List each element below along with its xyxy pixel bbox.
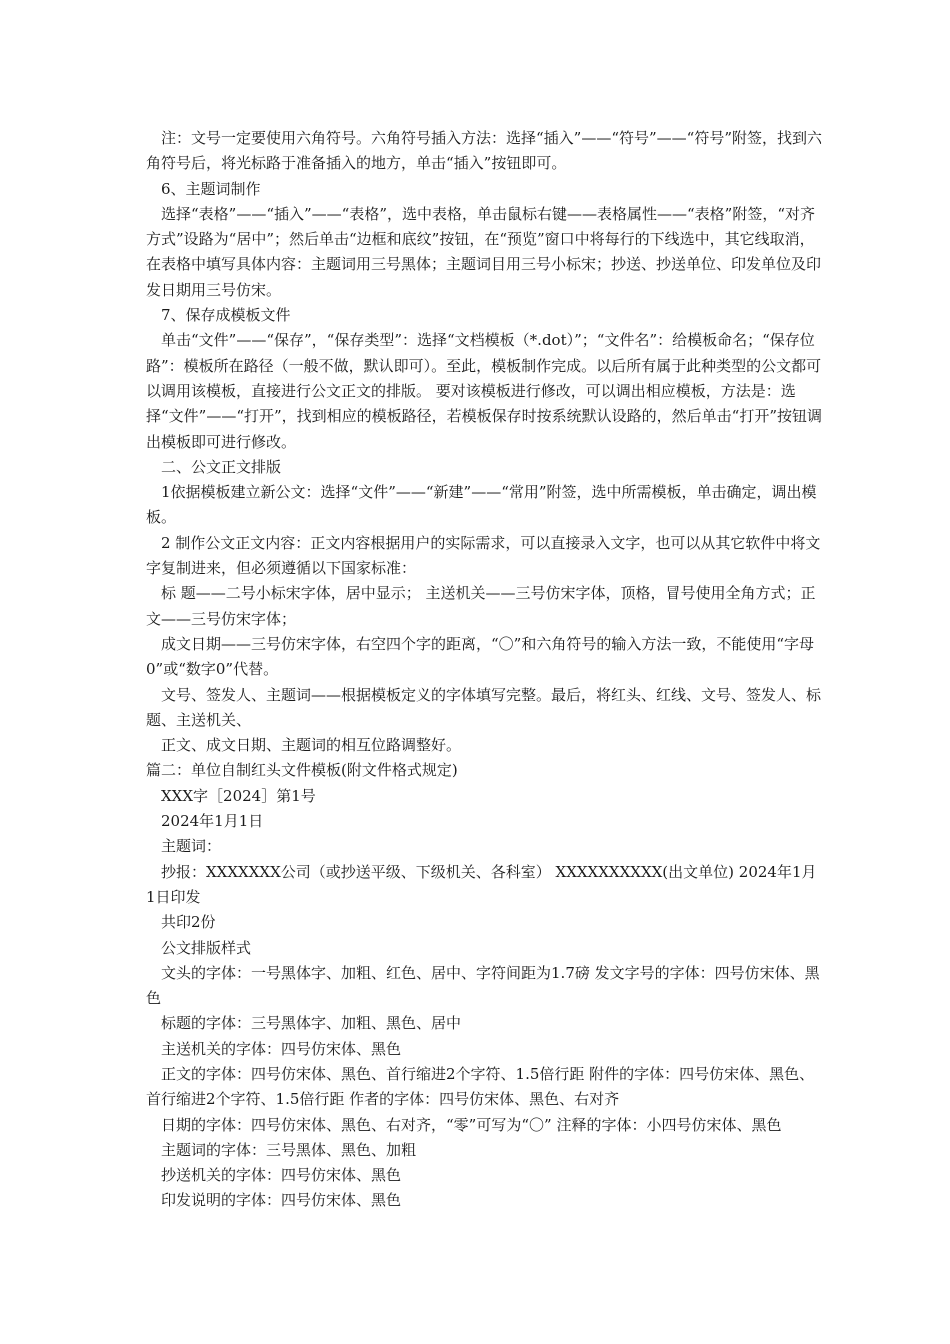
paragraph-wenhao-fill: 文号、签发人、主题词——根据模板定义的字体填写完整。最后，将红头、红线、文号、签发人、标题、主送机关、 [146, 685, 822, 729]
paragraph-body-content: 2 制作公文正文内容：正文内容根据用户的实际需求，可以直接录入文字，也可以从其它软件中将文字复制进来，但必须遵循以下国家标准： [146, 533, 821, 578]
paragraph-adjust: 正文、成文日期、主题词的相互位路调整好。 [161, 736, 462, 755]
style-body-font: 正文的字体：四号仿宋体、黑色、首行缩进2个字符、1.5倍行距 附件的字体：四号仿宋体、黑色、首行缩进2个字符、1.5倍行距 作者的字体：四号仿宋体、黑色、右对齐 [146, 1064, 815, 1109]
doc-number-line: XXX字［2024］第1号 [161, 786, 316, 805]
paragraph-new-doc: 1依据模板建立新公文：选择“文件”——“新建”——“常用”附签，选中所需模板，单击确定，调出模板。 [146, 483, 817, 527]
heading-part-two: 篇二：单位自制红头文件模板(附文件格式规定) [146, 761, 458, 780]
copies-line: 共印2份 [161, 913, 216, 932]
paragraph-note-wenhao: 注：文号一定要使用六角符号。六角符号插入方法：选择“插入”——“符号”——“符号”附签，找到六角符号后，将光标路于准备插入的地方，单击“插入”按钮即可。 [146, 129, 823, 173]
heading-layout-style: 公文排版样式 [161, 938, 252, 957]
cc-line: 抄报：XXXXXXX公司（或抄送平级、下级机关、各科室） XXXXXXXXXX(出文单位) 2024年1月1日印发 [146, 862, 817, 906]
paragraph-title-font: 标 题——二号小标宋字体，居中显示； 主送机关——三号仿宋字体，顶格，冒号使用全角方式；正 文——三号仿宋字体； [146, 584, 816, 628]
document-body [146, 126, 822, 1214]
paragraph-date-font: 成文日期——三号仿宋字体，右空四个字的距离，“〇”和六角符号的输入方法一致，不能使用“字母0”或“数字0”代替。 [146, 634, 815, 679]
style-topic-word-font: 主题词的字体：三号黑体、黑色、加粗 [161, 1140, 417, 1159]
style-date-font: 日期的字体：四号仿宋体、黑色、右对齐，“零”可写为“〇” 注释的字体：小四号仿宋体、黑色 [161, 1115, 782, 1134]
style-recipient-font: 主送机关的字体：四号仿宋体、黑色 [161, 1039, 402, 1058]
topic-word-line: 主题词： [161, 837, 222, 856]
style-title-font: 标题的字体：三号黑体字、加粗、黑色、居中 [161, 1014, 462, 1033]
paragraph-table-steps: 选择“表格”——“插入”——“表格”，选中表格，单击鼠标右键——表格属性——“表格”附签，“对齐方式”设路为“居中”；然后单击“边框和底纹”按钮，在“预览”窗口中将每行的下线选中，其它线取消，在表格中填写具体内容：主题词用三号黑体；主题词目用三号小标宋；抄送、抄送单位、印发单位及印发日期用三号仿宋。 [146, 204, 822, 299]
paragraph-save-steps: 单击“文件”——“保存”，“保存类型”：选择“文档模板（*.dot）”；“文件名”：给模板命名；“保存位路”：模板所在路径（一般不做，默认即可）。至此，模板制作完成。以后所有属于此种类型的公文都可以调用该模板，直接进行公文正文的排版。 要对该模板进行修改，可以调出相应模板，方法是：选择“文件”——“打开”，找到相应的模板路径，若模板保存时按系统默认设路的，然后单击“打开”按钮调出模板即可进行修改。 [146, 331, 823, 451]
heading-topic-word: 6、主题词制作 [161, 179, 261, 198]
style-cc-font: 抄送机关的字体：四号仿宋体、黑色 [161, 1166, 402, 1185]
heading-body-layout: 二、公文正文排版 [161, 457, 282, 476]
style-print-note-font: 印发说明的字体：四号仿宋体、黑色 [161, 1191, 402, 1210]
style-header-font: 文头的字体：一号黑体字、加粗、红色、居中、字符间距为1.7磅 发文字号的字体：四号仿宋体、黑色 [146, 963, 820, 1008]
date-line: 2024年1月1日 [161, 812, 264, 831]
heading-save-template: 7、保存成模板文件 [161, 306, 291, 325]
